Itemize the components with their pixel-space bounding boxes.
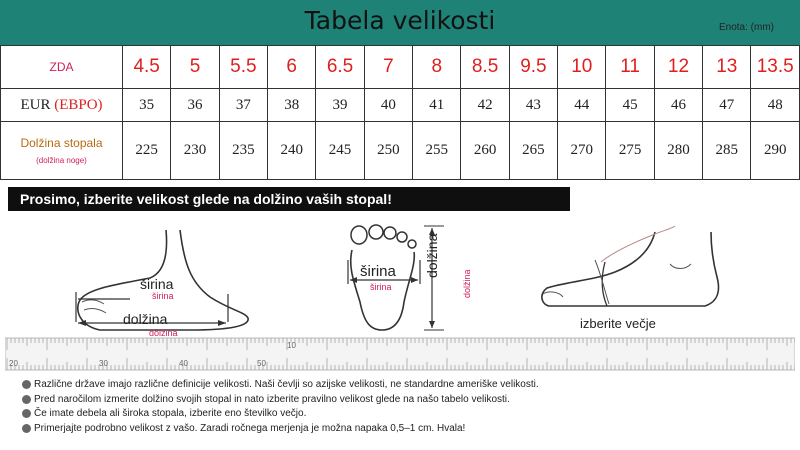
ruler-label: 30 <box>99 359 108 368</box>
size-cell: 270 <box>558 122 606 180</box>
note-item <box>22 378 539 393</box>
bullet-icon <box>22 409 31 418</box>
size-cell: 260 <box>461 122 509 180</box>
size-cell: 42 <box>461 88 509 122</box>
size-cell: 285 <box>703 122 751 180</box>
size-cell: 41 <box>413 88 461 122</box>
note-text: Pred naročilom izmerite dolžino svojih stopal in nato izberite pravilno velikost glede na našo tabelo velikosti. <box>34 393 510 405</box>
size-cell: 275 <box>606 122 654 180</box>
size-cell: 280 <box>654 122 702 180</box>
measuring-ruler <box>5 336 795 372</box>
note-text: Primerjajte podrobno velikost z vašo. Zaradi ročnega merjenja je možna napaka 0,5–1 cm. Hvala! <box>34 422 466 434</box>
bullet-icon <box>22 395 31 404</box>
size-cell: 46 <box>654 88 702 122</box>
size-cell: 250 <box>364 122 412 180</box>
size-cell: 11 <box>606 46 654 89</box>
row-header-us: ZDA <box>1 46 123 89</box>
size-cell: 230 <box>171 122 219 180</box>
size-cell: 10 <box>558 46 606 89</box>
ruler-label: 10 <box>287 341 296 350</box>
size-cell: 4.5 <box>123 46 171 89</box>
size-cell: 245 <box>316 122 364 180</box>
size-cell: 43 <box>509 88 557 122</box>
size-cell: 13.5 <box>751 46 800 89</box>
row-header-eur-label: EUR <box>20 96 51 113</box>
side-width-label: širina <box>140 276 174 292</box>
size-cell: 48 <box>751 88 800 122</box>
size-cell: 225 <box>123 122 171 180</box>
size-cell: 38 <box>268 88 316 122</box>
side-width-sub-label: širina <box>152 291 174 301</box>
size-cell: 37 <box>219 88 267 122</box>
size-cell: 8.5 <box>461 46 509 89</box>
top-length-label: dolžina <box>424 233 440 278</box>
size-cell: 290 <box>751 122 800 180</box>
size-cell: 7 <box>364 46 412 89</box>
unit-label: Enota: (mm) <box>718 22 774 33</box>
foot-in-shoe-diagram <box>535 222 735 317</box>
instruction-banner: Prosimo, izberite velikost glede na dolžino vaših stopal! <box>8 187 570 211</box>
ruler-label: 20 <box>9 359 18 368</box>
size-cell: 35 <box>123 88 171 122</box>
top-width-label: širina <box>360 263 396 280</box>
side-length-sub-label: dolžina <box>149 328 178 338</box>
size-cell: 12 <box>654 46 702 89</box>
table-row <box>1 122 800 180</box>
notes-list <box>22 378 539 436</box>
size-cell: 265 <box>509 122 557 180</box>
bullet-icon <box>22 380 31 389</box>
table-row <box>1 88 800 122</box>
size-cell: 240 <box>268 122 316 180</box>
ruler-label: 50 <box>257 359 266 368</box>
size-cell: 5.5 <box>219 46 267 89</box>
top-width-sub-label: širina <box>370 282 392 292</box>
top-length-sub-label: dolžina <box>462 269 472 298</box>
row-header-length-label: Dolžina stopala <box>20 135 103 150</box>
size-cell: 6 <box>268 46 316 89</box>
note-item <box>22 393 539 408</box>
ruler-label: 40 <box>179 359 188 368</box>
size-cell: 13 <box>703 46 751 89</box>
size-cell: 6.5 <box>316 46 364 89</box>
size-cell: 45 <box>606 88 654 122</box>
choose-bigger-label: izberite večje <box>580 316 656 331</box>
table-row <box>1 46 800 89</box>
note-text: Če imate debela ali široka stopala, izberite eno številko večjo. <box>34 408 307 419</box>
row-header-length <box>1 122 123 180</box>
side-length-label: dolžina <box>123 311 168 327</box>
size-cell: 9.5 <box>509 46 557 89</box>
row-header-eur <box>1 88 123 122</box>
size-cell: 235 <box>219 122 267 180</box>
note-item <box>22 422 539 437</box>
size-cell: 36 <box>171 88 219 122</box>
note-text: Različne države imajo različne definicije velikosti. Naši čevlji so azijske velikosti, ne standardne ameriške velikosti. <box>34 379 539 390</box>
page-title: Tabela velikosti <box>304 6 496 35</box>
note-item <box>22 407 539 422</box>
bullet-icon <box>22 424 31 433</box>
size-table <box>0 45 800 180</box>
size-cell: 44 <box>558 88 606 122</box>
size-cell: 39 <box>316 88 364 122</box>
row-header-length-sub: (dolžina noge) <box>36 156 87 166</box>
size-cell: 8 <box>413 46 461 89</box>
size-cell: 5 <box>171 46 219 89</box>
size-cell: 47 <box>703 88 751 122</box>
size-cell: 255 <box>413 122 461 180</box>
row-header-eur-sub: (EBPO) <box>54 96 103 113</box>
size-cell: 40 <box>364 88 412 122</box>
